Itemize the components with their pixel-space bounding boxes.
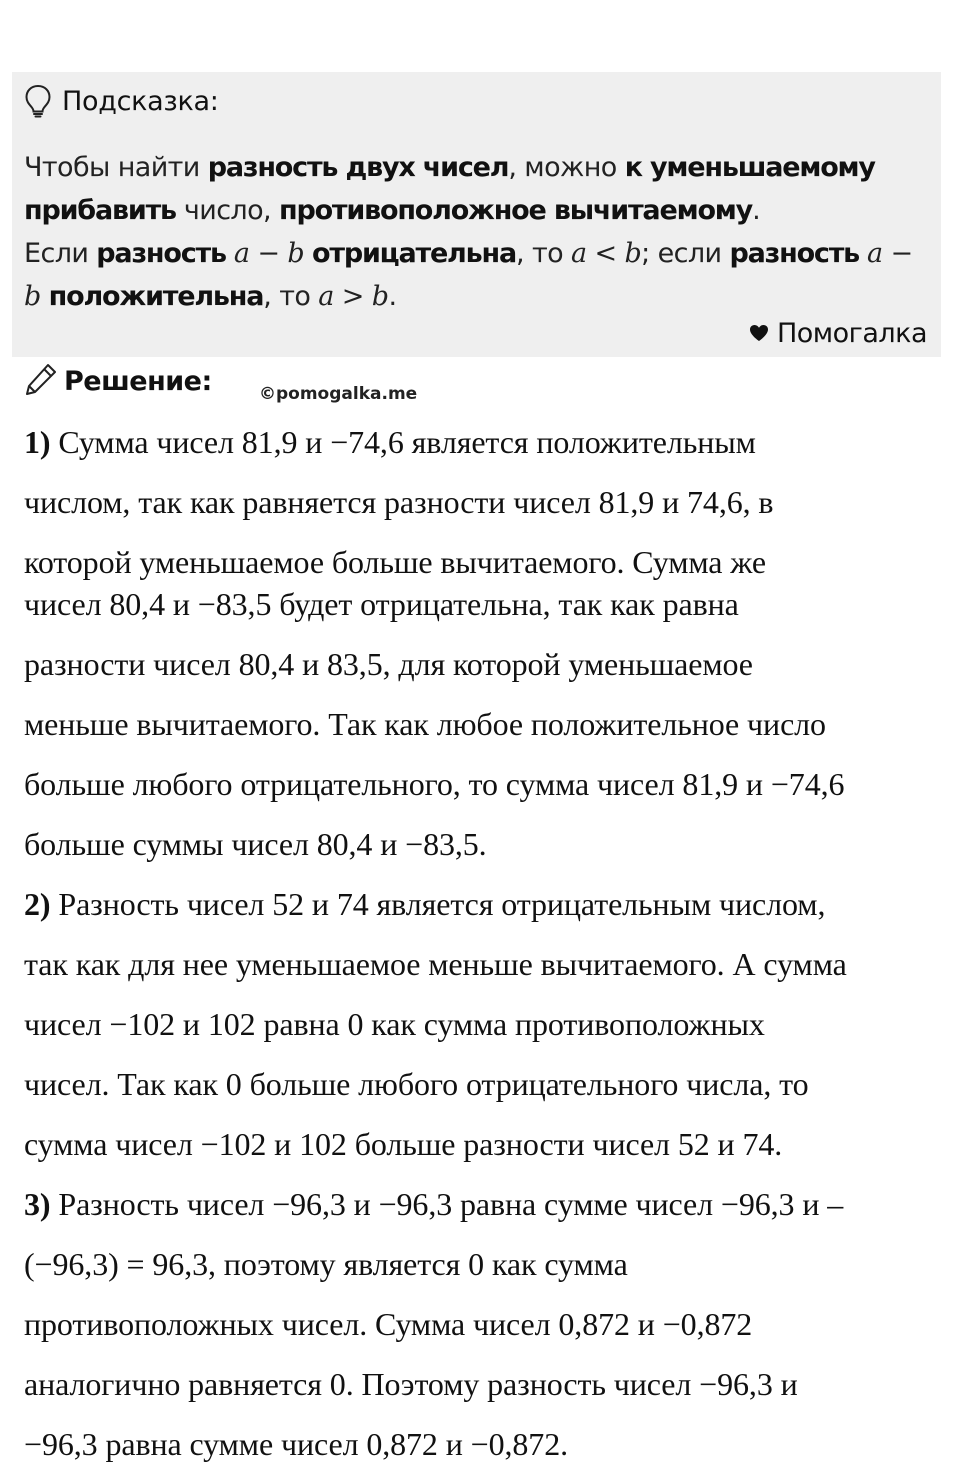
line-text: которой уменьшаемое больше вычитаемого. Сумма же [24,544,766,580]
line-text: сумма чисел −102 и 102 больше разности чисел 52 и 74. [24,1126,783,1162]
line-text: аналогично равняется 0. Поэтому разность чисел −96,3 и [24,1366,798,1402]
solution-line [24,1366,798,1403]
line-text: меньше вычитаемого. Так как любое положительное число [24,706,826,742]
solution-title: Решение: [64,365,212,397]
line-text: (−96,3) = 96,3, поэтому является 0 как сумма [24,1246,628,1282]
line-text: разности чисел 80,4 и 83,5, для которой уменьшаемое [24,646,753,682]
solution-line [24,544,766,581]
solution-line [24,484,773,521]
pencil-icon [24,362,58,400]
item-number: 2) [24,886,51,922]
hint-text [24,146,929,318]
solution-line [24,826,487,863]
solution-line [24,1186,843,1223]
solution-line [24,1246,628,1283]
line-text: чисел −102 и 102 равна 0 как сумма противоположных [24,1006,765,1042]
line-text: Сумма чисел 81,9 и −74,6 является положительным [50,424,756,460]
solution-line [24,1066,809,1103]
line-text: так как для нее уменьшаемое меньше вычитаемого. А сумма [24,946,847,982]
hint-box [12,72,941,357]
hint-line: прибавить число, противоположное вычитаемому. [24,195,761,226]
line-text: больше любого отрицательного, то сумма чисел 81,9 и −74,6 [24,766,845,802]
line-text: противоположных чисел. Сумма чисел 0,872 и −0,872 [24,1306,753,1342]
solution-line [24,946,847,983]
line-text: −96,3 равна сумме чисел 0,872 и −0,872. [24,1426,569,1462]
solution-line [24,766,844,803]
solution-line [24,1126,782,1163]
line-text: Разность чисел 52 и 74 является отрицательным числом, [50,886,826,922]
line-text: Разность чисел −96,3 и −96,3 равна сумме чисел −96,3 и – [50,1186,844,1222]
watermark: ©pomogalka.me [259,384,418,404]
solution-line [24,586,739,623]
solution-header [24,362,212,400]
line-text: числом, так как равняется разности чисел 81,9 и 74,6, в [24,484,774,520]
hint-footer [749,318,927,349]
hint-header [24,84,219,118]
solution-line [24,706,826,743]
line-text: чисел 80,4 и −83,5 будет отрицательна, так как равна [24,586,739,622]
hint-line: Если разность a − b отрицательна, то a < b; если разность a − [24,238,913,269]
solution-line [24,424,756,461]
lightbulb-icon [24,84,52,118]
item-number: 3) [24,1186,51,1222]
heart-icon [749,318,777,349]
line-text: больше суммы чисел 80,4 и −83,5. [24,826,487,862]
hint-line: Чтобы найти разность двух чисел, можно к уменьшаемому [24,152,875,183]
hint-footer-label: Помогалка [776,318,927,349]
solution-line [24,1306,752,1343]
hint-line: b положительна, то a > b. [24,281,397,312]
solution-line [24,1006,765,1043]
solution-line [24,646,753,683]
line-text: чисел. Так как 0 больше любого отрицательного числа, то [24,1066,809,1102]
solution-line [24,886,825,923]
item-number: 1) [24,424,51,460]
hint-title: Подсказка: [62,85,219,117]
solution-line [24,1426,568,1463]
